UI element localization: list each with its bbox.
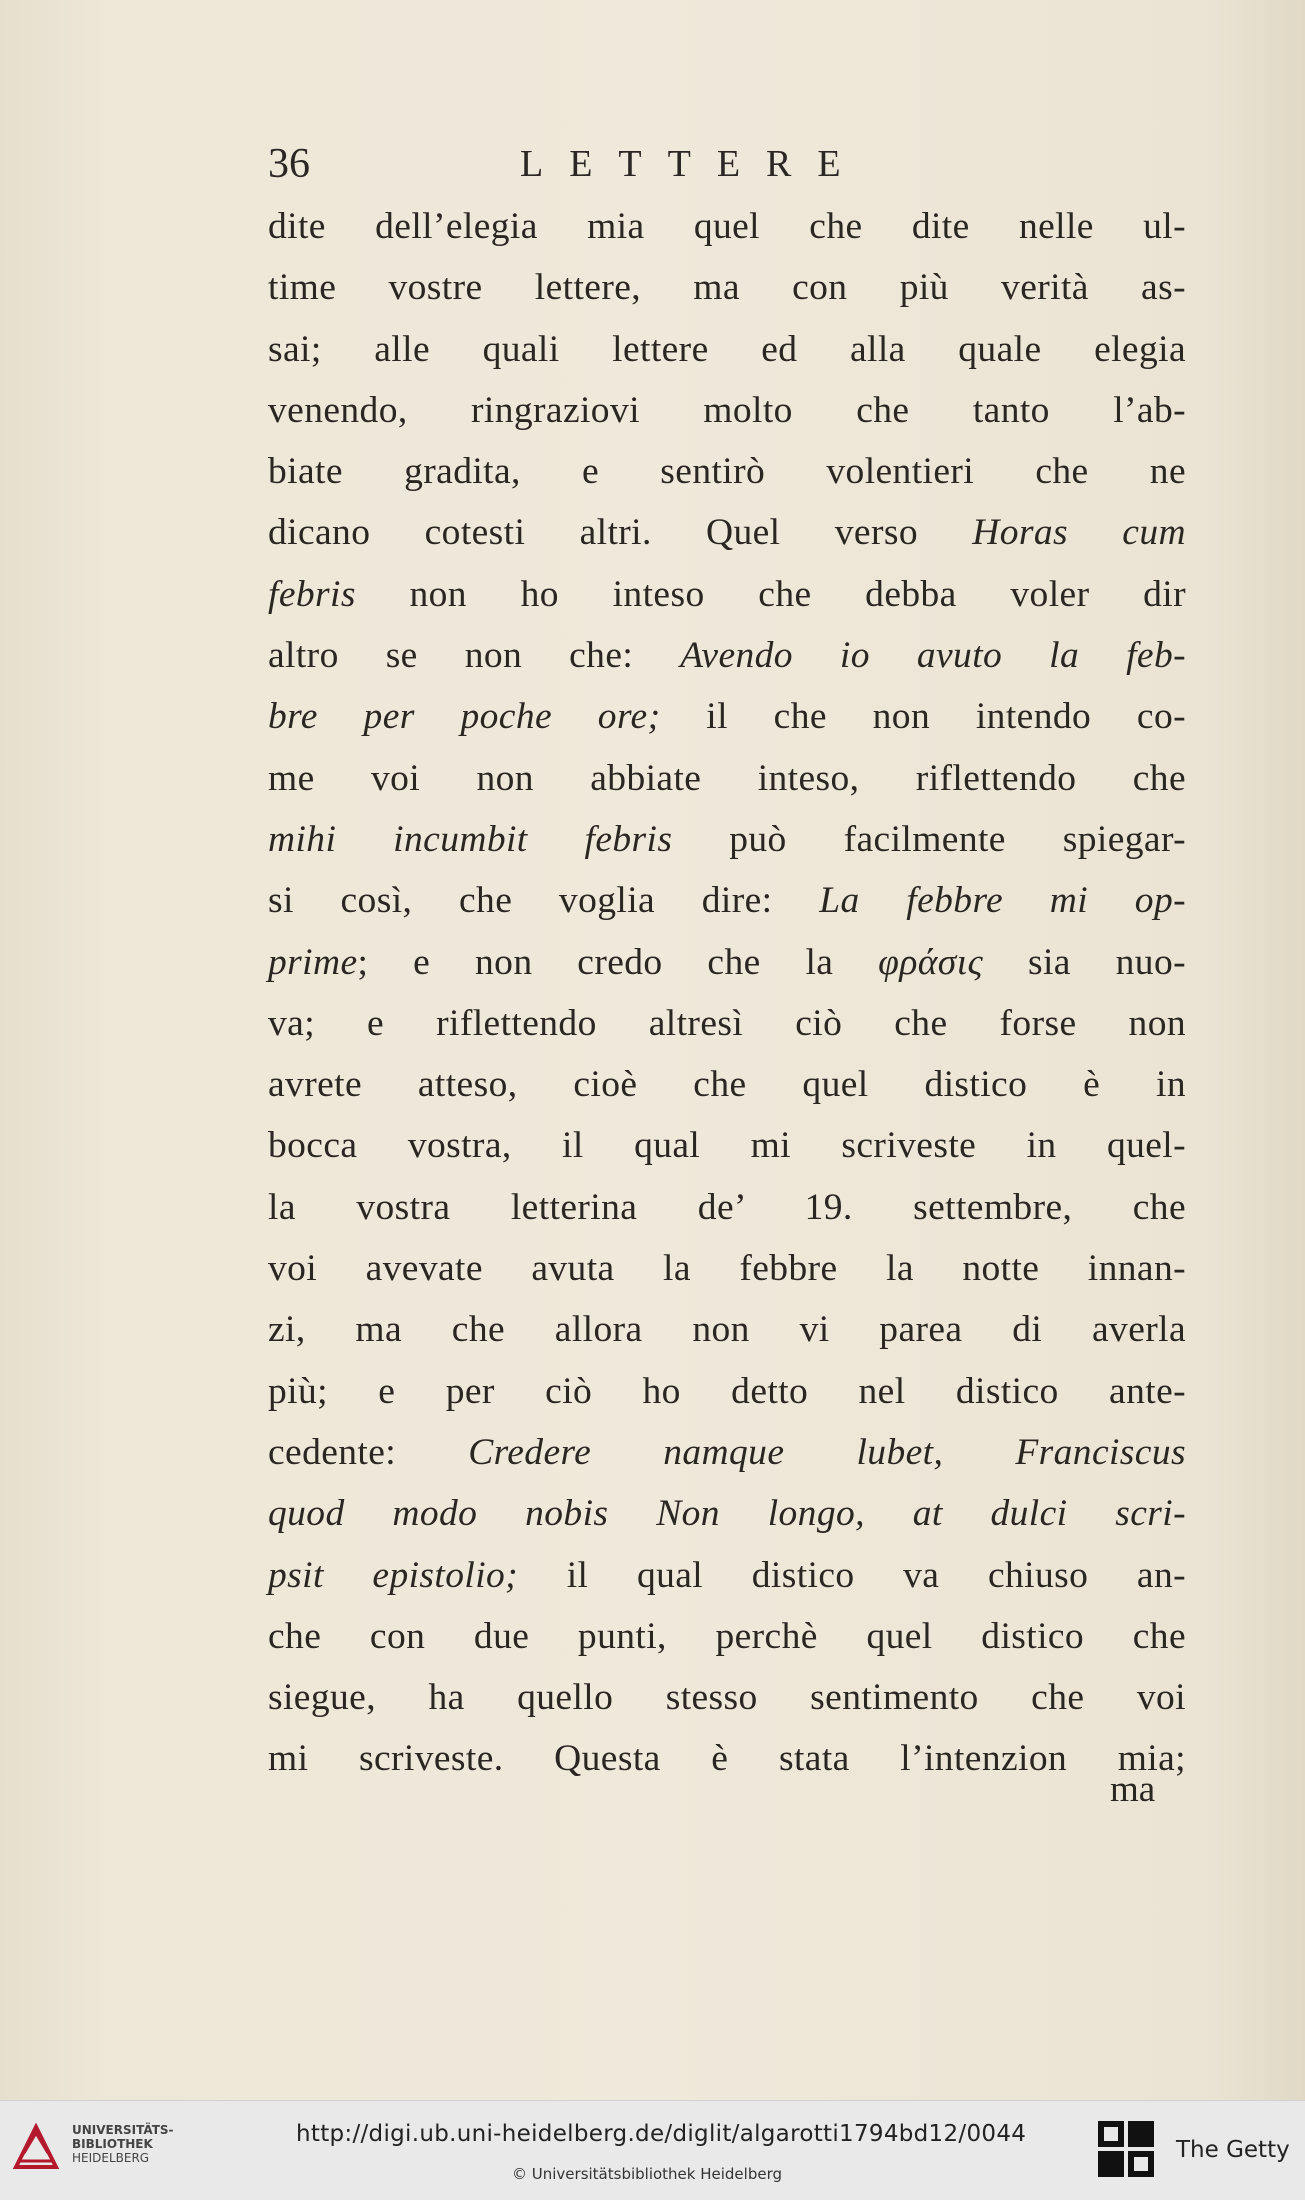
text-line [268,1238,1186,1299]
viewer-footer [0,2100,1305,2200]
text-segment: venendo, ringraziovi molto che tanto l’ab- [268,389,1186,431]
getty-logo-icon [1098,2121,1156,2181]
permalink-url[interactable]: http://digi.ub.uni-heidelberg.de/diglit/algarotti1794bd12/0044 [296,2121,1027,2147]
text-segment: va; e riflettendo altresì ciò che forse non [268,1002,1186,1044]
page-number: 36 [268,141,310,187]
text-line [268,1422,1186,1483]
italic-text-segment: quod modo nobis Non longo, at dulci scri- [268,1493,1186,1535]
italic-text-segment: psit epistolio; [268,1554,519,1596]
text-segment: sia nuo- [983,941,1186,983]
text-line [268,1545,1186,1606]
text-line [268,502,1186,563]
text-segment: mi scriveste. Questa è stata l’intenzion mia; [268,1738,1186,1780]
text-segment: bocca vostra, il qual mi scriveste in quel- [268,1125,1186,1167]
getty-label: The Getty [1176,2137,1290,2163]
text-segment: la vostra letterina de’ 19. settembre, che [268,1186,1186,1228]
text-line [268,319,1186,380]
text-segment: avrete atteso, cioè che quel distico è in [268,1064,1186,1106]
text-line [268,870,1186,931]
text-segment: siegue, ha quello stesso sentimento che voi [268,1677,1186,1719]
italic-text-segment: bre per poche ore; [268,696,661,738]
text-segment: altro se non che: [268,635,681,677]
text-segment: che con due punti, perchè quel distico che [268,1615,1186,1657]
library-name: UNIVERSITÄTS- BIBLIOTHEK HEIDELBERG [72,2123,174,2165]
text-line [268,1667,1186,1728]
text-line [268,257,1186,318]
text-line [268,748,1186,809]
italic-text-segment: Avendo io avuto la feb- [680,635,1186,677]
italic-text-segment: φράσις [878,941,984,983]
text-line [268,564,1186,625]
text-line [268,1115,1186,1176]
running-head: LETTERE [520,143,867,185]
text-line [268,1299,1186,1360]
italic-text-segment: prime [268,941,358,983]
text-segment: biate gradita, e sentirò volentieri che ne [268,451,1186,493]
text-segment: zi, ma che allora non vi parea di averla [268,1309,1186,1351]
page-header [268,140,1188,190]
text-line [268,441,1186,502]
text-line [268,625,1186,686]
italic-text-segment: febris [268,573,356,615]
text-line [268,1483,1186,1544]
copyright-notice: © Universitätsbibliothek Heidelberg [512,2165,783,2183]
text-segment: il qual distico va chiuso an- [518,1554,1186,1596]
text-line [268,993,1186,1054]
body-text [268,196,1186,1790]
text-segment: voi avevate avuta la febbre la notte innan- [268,1248,1186,1290]
text-line [268,380,1186,441]
italic-text-segment: Credere namque lubet, Franciscus [468,1431,1186,1473]
text-segment: il che non intendo co- [660,696,1186,738]
text-segment: più; e per ciò ho detto nel distico ante- [268,1370,1186,1412]
text-line [268,932,1186,993]
text-segment: si così, che voglia dire: [268,880,820,922]
text-segment: cedente: [268,1431,469,1473]
text-line [268,686,1186,747]
text-segment: me voi non abbiate inteso, riflettendo che [268,757,1186,799]
italic-text-segment: mihi incumbit febris [268,818,673,860]
text-segment: ; e non credo che la [357,941,879,983]
text-line [268,809,1186,870]
text-line [268,1606,1186,1667]
italic-text-segment: La febbre mi op- [819,880,1186,922]
text-line [268,1054,1186,1115]
italic-text-segment: Horas cum [972,512,1186,554]
text-segment: può facilmente spiegar- [672,818,1186,860]
heidelberg-university-library-logo-icon [12,2123,60,2171]
text-line [268,196,1186,257]
text-segment: sai; alle quali lettere ed alla quale elegia [268,328,1186,370]
text-segment: time vostre lettere, ma con più verità as- [268,267,1186,309]
text-segment: dicano cotesti altri. Quel verso [268,512,973,554]
text-line [268,1728,1186,1789]
text-line [268,1361,1186,1422]
text-segment: dite dell’elegia mia quel che dite nelle ul- [268,206,1186,247]
text-line [268,1177,1186,1238]
catchword: ma [1110,1769,1156,1810]
text-segment: non ho inteso che debba voler dir [355,573,1186,615]
